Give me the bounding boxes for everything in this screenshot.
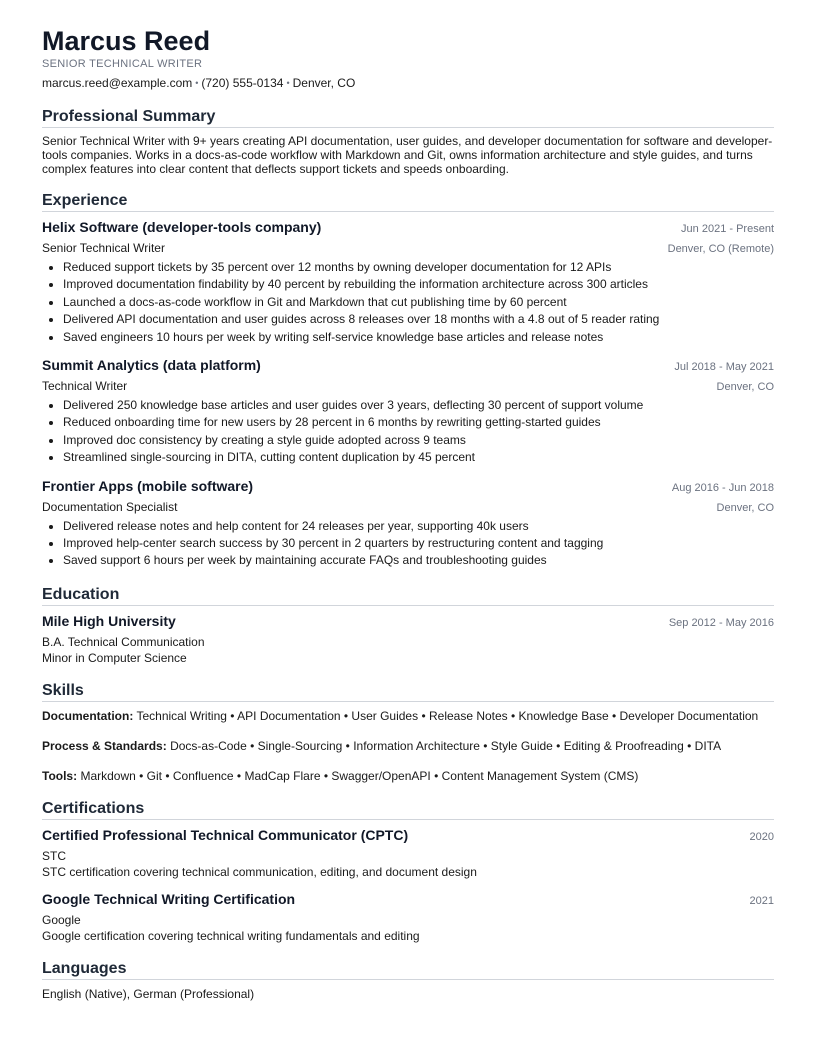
job-role: Technical Writer	[42, 379, 128, 394]
job-bullet: • Delivered API documentation and user guides across 8 releases over 18 months with a 4.8 out of 5 reader rating	[63, 311, 774, 328]
job-location: Denver, CO (Remote)	[667, 243, 774, 255]
resume-header	[42, 24, 774, 92]
skill-items: Technical Writing • API Documentation • User Guides • Release Notes • Knowledge Base • Developer Documentation	[136, 708, 759, 723]
skill-group	[42, 768, 774, 784]
job-company: Frontier Apps (mobile software)	[42, 477, 254, 494]
certification-issuer: STC	[42, 848, 66, 863]
job-bullet: • Reduced onboarding time for new users by 28 percent in 6 months by rewriting getting-started guides	[63, 414, 774, 431]
contact-phone[interactable]: (720) 555-0134	[201, 76, 284, 90]
job-bullet: • Delivered release notes and help content for 24 releases per year, supporting 40k users	[63, 518, 774, 535]
certification-entry	[42, 890, 774, 944]
candidate-headline: SENIOR TECHNICAL WRITER	[42, 58, 203, 70]
job-location: Denver, CO	[716, 381, 774, 394]
certification-year: 2020	[749, 830, 774, 843]
job-bullets	[42, 518, 774, 570]
job-bullet: • Delivered 250 knowledge base articles and user guides over 3 years, deflecting 30 percent of support volume	[63, 397, 774, 414]
job-entry	[42, 218, 774, 346]
contact-email[interactable]: marcus.reed@example.com	[42, 76, 193, 90]
certification-description: Google certification covering technical writing fundamentals and editing	[42, 928, 420, 943]
contact-separator: •	[286, 78, 290, 88]
job-entry	[42, 356, 774, 467]
section-title-languages: Languages	[42, 959, 774, 980]
job-company: Helix Software (developer-tools company)	[42, 219, 322, 235]
summary-text: Senior Technical Writer with 9+ years creating API documentation, user guides, and developer documentation for software and developer-tools companies. Works in a docs-as-code workflow with Markdown and Git, owns information architecture and style guides, and turns complex features into clear content that deflects support tickets and speeds onboarding.	[42, 134, 773, 176]
job-bullet: • Saved support 6 hours per week by maintaining accurate FAQs and troubleshooting guides	[63, 552, 774, 569]
job-bullet: • Saved engineers 10 hours per week by writing self-service knowledge base articles and release notes	[63, 329, 774, 346]
skill-category: Tools:	[42, 768, 78, 783]
section-title-experience: Experience	[42, 191, 774, 212]
languages-section	[42, 959, 774, 1002]
certification-description: STC certification covering technical communication, editing, and document design	[42, 864, 477, 879]
job-bullet: • Improved documentation findability by 40 percent by rebuilding the information architecture across 300 articles	[63, 276, 774, 293]
education-dates: Sep 2012 - May 2016	[668, 616, 774, 629]
job-bullets	[42, 397, 774, 467]
education-school: Mile High University	[42, 612, 176, 629]
section-title-certifications: Certifications	[42, 799, 774, 820]
skill-group	[42, 738, 774, 754]
certification-issuer: Google	[42, 912, 81, 927]
education-section	[42, 585, 774, 666]
certification-entry	[42, 826, 774, 880]
job-company: Summit Analytics (data platform)	[42, 357, 261, 374]
education-minor: Minor in Computer Science	[42, 650, 187, 665]
contact-line	[42, 75, 774, 92]
job-dates: Jun 2021 - Present	[681, 223, 774, 235]
job-bullet: • Reduced support tickets by 35 percent over 12 months by owning developer documentation for 12 APIs	[63, 259, 774, 276]
experience-section	[42, 191, 774, 570]
job-bullet: • Streamlined single-sourcing in DITA, cutting content duplication by 45 percent	[63, 449, 774, 466]
contact-separator: •	[195, 78, 199, 88]
languages-text: English (Native), German (Professional)	[42, 986, 255, 1001]
certifications-section	[42, 799, 774, 944]
summary-section	[42, 107, 774, 176]
job-dates: Jul 2018 - May 2021	[674, 361, 774, 374]
section-title-skills: Skills	[42, 681, 774, 702]
job-bullet: • Improved doc consistency by creating a style guide adopted across 9 teams	[63, 432, 774, 449]
section-title-education: Education	[42, 585, 774, 606]
skill-category: Documentation:	[42, 708, 134, 723]
job-bullets	[42, 259, 774, 346]
job-entry	[42, 477, 774, 570]
job-location: Denver, CO	[716, 501, 774, 514]
certification-name: Certified Professional Technical Communicator (CPTC)	[42, 826, 409, 843]
resume-page	[42, 24, 774, 1002]
skill-group	[42, 708, 774, 724]
certification-name: Google Technical Writing Certification	[42, 890, 296, 907]
job-role: Senior Technical Writer	[42, 241, 165, 255]
job-bullet: • Improved help-center search success by 30 percent in 2 quarters by restructuring content and tagging	[63, 535, 774, 552]
skill-items: Docs-as-Code • Single-Sourcing • Information Architecture • Style Guide • Editing & Proofreading • DITA	[170, 738, 722, 753]
skill-items: Markdown • Git • Confluence • MadCap Flare • Swagger/OpenAPI • Content Management System (CMS)	[80, 768, 639, 783]
education-degree: B.A. Technical Communication	[42, 634, 205, 649]
section-title-summary: Professional Summary	[42, 107, 774, 128]
job-dates: Aug 2016 - Jun 2018	[671, 481, 774, 494]
job-bullet: • Launched a docs-as-code workflow in Git and Markdown that cut publishing time by 60 percent	[63, 294, 774, 311]
job-role: Documentation Specialist	[42, 499, 178, 514]
skills-section	[42, 681, 774, 784]
contact-location: Denver, CO	[292, 76, 356, 90]
candidate-name: Marcus Reed	[42, 26, 211, 56]
skill-category: Process & Standards:	[42, 738, 167, 753]
certification-year: 2021	[749, 894, 774, 907]
